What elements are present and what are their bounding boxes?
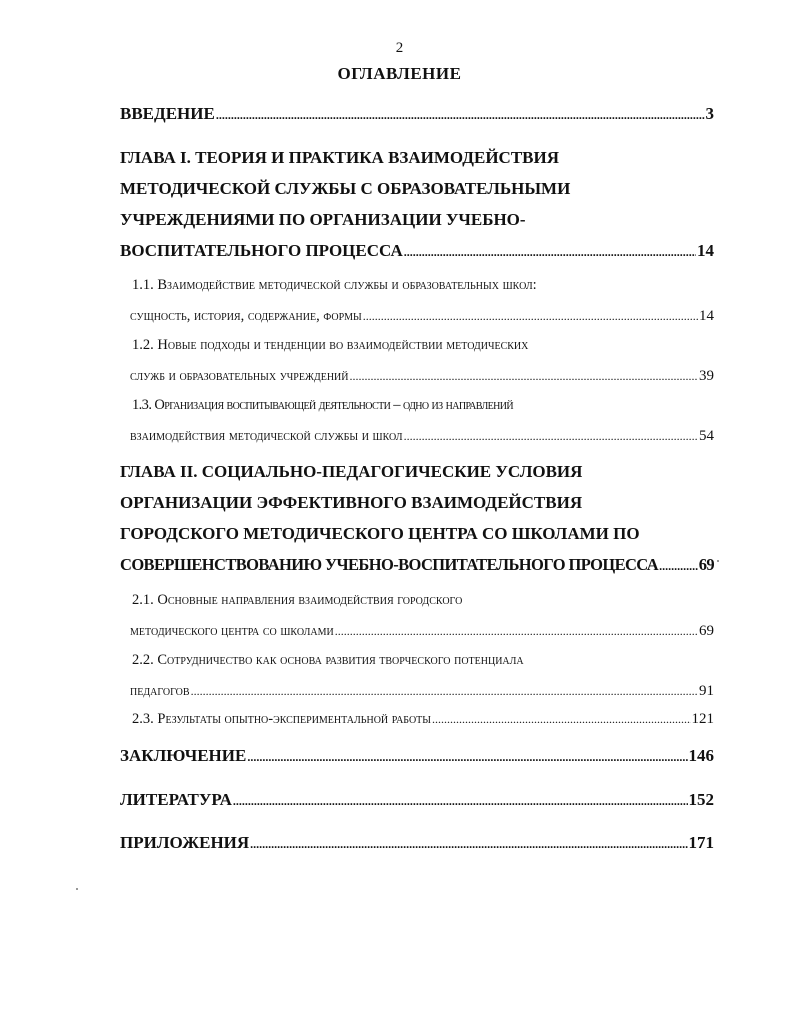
toc-entry-conclusion[interactable]	[120, 740, 714, 771]
toc-chapter-line: МЕТОДИЧЕСКОЙ СЛУЖБЫ С ОБРАЗОВАТЕЛЬНЫМИ	[120, 179, 571, 198]
toc-entry-label: ЛИТЕРАТУРА	[120, 790, 232, 809]
dot-leader	[335, 616, 698, 647]
toc-entry-chapter-2[interactable]	[120, 456, 714, 580]
scan-speck	[76, 888, 78, 890]
toc-chapter-line: ВОСПИТАТЕЛЬНОГО ПРОЦЕССА	[120, 241, 403, 260]
toc-section-line: 1.3. Организация воспитывающей деятельности – одно из направлений	[132, 397, 514, 413]
toc-entry-literature[interactable]	[120, 784, 714, 815]
toc-page-number: 14	[697, 241, 714, 260]
dot-leader	[247, 740, 687, 773]
dot-leader	[350, 361, 699, 392]
toc-entry-introduction[interactable]	[120, 98, 714, 129]
toc-page-number: 69	[698, 555, 714, 574]
toc-section-line: взаимодействия методической службы и школ	[130, 428, 403, 444]
toc-entry-section-2-1[interactable]	[132, 585, 714, 647]
dot-leader	[404, 235, 696, 268]
dot-leader	[432, 704, 690, 735]
toc-page-number: 14	[699, 308, 714, 324]
toc-section-line: 2.2. Сотрудничество как основа развития творческого потенциала	[132, 652, 524, 668]
toc-page-number: 146	[688, 746, 714, 765]
toc-chapter-line: ГОРОДСКОГО МЕТОДИЧЕСКОГО ЦЕНТРА СО ШКОЛАМИ ПО	[120, 524, 640, 543]
toc-entry-section-1-1[interactable]	[132, 270, 714, 332]
page-number: 2	[395, 40, 404, 56]
toc-page-number: 152	[688, 790, 714, 809]
toc-entry-label: ВВЕДЕНИЕ	[120, 104, 215, 123]
dot-leader	[216, 98, 705, 131]
toc-entry-label: ПРИЛОЖЕНИЯ	[120, 833, 250, 852]
toc-entry-section-1-2[interactable]	[132, 330, 714, 392]
toc-chapter-line: ОРГАНИЗАЦИИ ЭФФЕКТИВНОГО ВЗАИМОДЕЙСТВИЯ	[120, 493, 583, 512]
toc-page-number: 69	[699, 623, 714, 639]
toc-section-line: 1.1. Взаимодействие методической службы и образовательных школ:	[132, 277, 537, 293]
toc-chapter-line: УЧРЕЖДЕНИЯМИ ПО ОРГАНИЗАЦИИ УЧЕБНО-	[120, 210, 526, 229]
toc-section-line: 1.2. Новые подходы и тенденции во взаимодействии методических	[132, 337, 529, 353]
toc-section-line: 2.1. Основные направления взаимодействия городского	[132, 592, 463, 608]
toc-entry-appendices[interactable]	[120, 827, 714, 858]
toc-chapter-line: СОВЕРШЕНСТВОВАНИЮ УЧЕБНО-ВОСПИТАТЕЛЬНОГО ПРОЦЕССА	[120, 555, 659, 574]
toc-entry-label: ЗАКЛЮЧЕНИЕ	[120, 746, 247, 765]
toc-chapter-line: ГЛАВА II. СОЦИАЛЬНО-ПЕДАГОГИЧЕСКИЕ УСЛОВИЯ	[120, 462, 583, 481]
toc-page-number: 121	[691, 711, 714, 727]
toc-page-number: 91	[699, 683, 714, 699]
toc-section-line: педагогов	[130, 683, 190, 699]
toc-entry-section-2-2[interactable]	[132, 645, 714, 707]
toc-entry-section-2-3[interactable]	[132, 704, 714, 735]
toc-page-number: 54	[699, 428, 714, 444]
dot-leader	[659, 549, 698, 582]
toc-entry-chapter-1[interactable]	[120, 142, 714, 266]
toc-section-line: служб и образовательных учреждений	[130, 368, 349, 384]
toc-page-number: 3	[705, 104, 714, 123]
dot-leader	[363, 301, 698, 332]
dot-leader	[191, 676, 698, 707]
toc-page-number: 39	[699, 368, 714, 384]
dot-leader	[404, 421, 698, 452]
toc-section-line: сущность, история, содержание, формы	[130, 308, 362, 324]
toc-title: ОГЛАВЛЕНИЕ	[337, 64, 462, 83]
scan-speck	[717, 560, 719, 562]
toc-chapter-line: ГЛАВА I. ТЕОРИЯ И ПРАКТИКА ВЗАИМОДЕЙСТВИЯ	[120, 148, 560, 167]
toc-section-line: методического центра со школами	[130, 623, 334, 639]
toc-page-number: 171	[688, 833, 714, 852]
dot-leader	[250, 827, 687, 860]
toc-entry-section-1-3[interactable]	[132, 390, 714, 452]
dot-leader	[233, 784, 688, 817]
toc-section-line: 2.3. Результаты опытно-экспериментальной работы	[132, 711, 432, 727]
